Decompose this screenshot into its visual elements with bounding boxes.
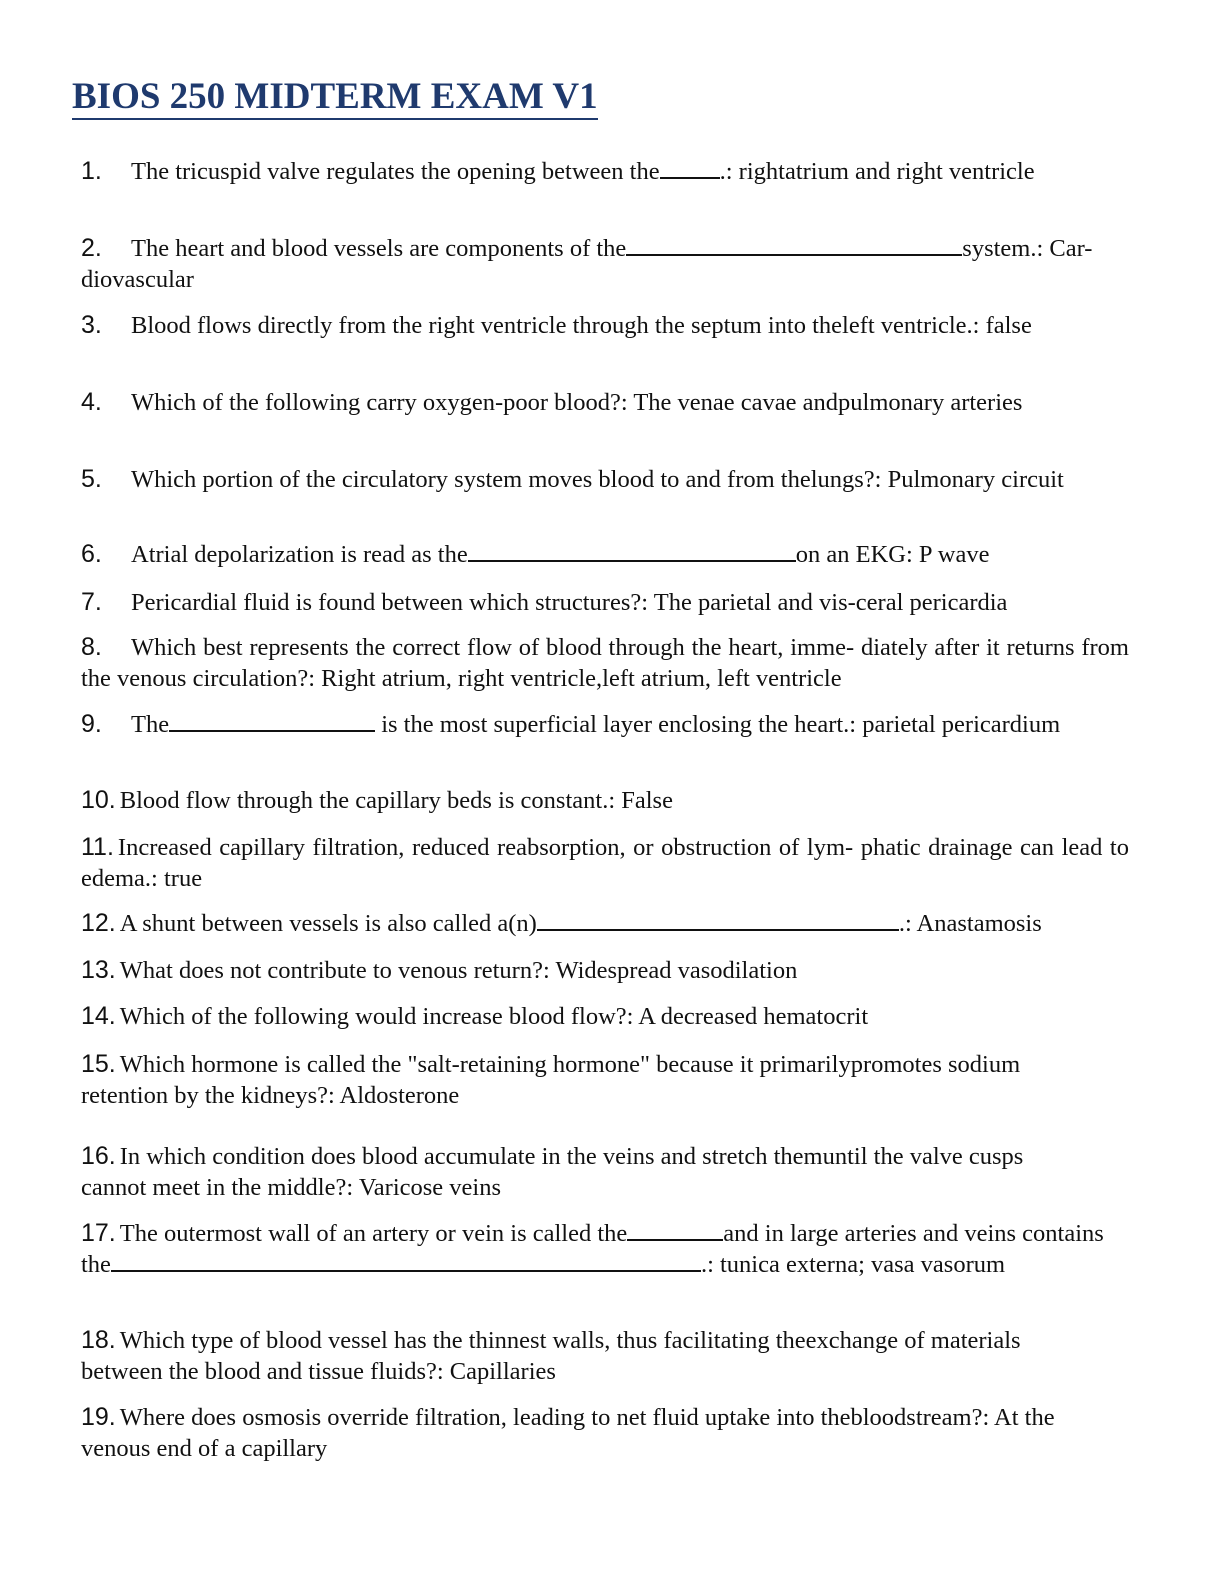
question-number: 9. [81,710,102,738]
question-7 [81,587,1141,618]
question-number: 19. [81,1403,116,1431]
question-text: .: rightatrium and right ventricle [719,158,1035,185]
question-number: 15. [81,1050,116,1078]
question-text: The outermost wall of an artery or vein is called the [119,1220,628,1247]
question-number: 14. [81,1002,116,1030]
question-text: and in large arteries and veins contains the [81,1220,1104,1278]
question-text: What does not contribute to venous return?: Widespread vasodilation [119,957,798,984]
question-16 [81,1141,1091,1203]
question-text: .: Anastamosis [898,910,1042,937]
question-text: Where does osmosis override filtration, leading to net fluid uptake into thebloodstream?: At the venous end of a capillary [81,1404,1055,1462]
question-number: 4. [81,388,102,416]
question-number: 2. [81,234,102,262]
answer-blank [627,1221,723,1241]
question-text: In which condition does blood accumulate in the veins and stretch themuntil the valve cusps cannot meet in the middle?: Varicose veins [81,1143,1024,1201]
question-text: Which hormone is called the "salt-retaining hormone" because it primarilypromotes sodium retention by the kidneys?: Aldosterone [81,1051,1021,1109]
question-12 [81,908,1129,939]
question-2 [81,233,1129,295]
answer-blank [660,159,720,179]
question-8 [81,632,1129,694]
answer-blank [537,911,899,931]
question-3 [81,310,1101,341]
question-text: Which portion of the circulatory system moves blood to and from thelungs?: Pulmonary circuit [131,466,1064,493]
question-text: Pericardial fluid is found between which structures?: The parietal and vis-ceral pericardia [131,589,1008,616]
question-number: 13. [81,956,116,984]
answer-blank [626,236,962,256]
question-text: Blood flows directly from the right ventricle through the septum into theleft ventricle.: false [131,312,1032,339]
question-5 [81,464,1121,495]
question-text: on an EKG: P wave [795,541,990,568]
question-number: 16. [81,1142,116,1170]
question-number: 1. [81,157,102,185]
question-19 [81,1402,1111,1464]
question-number: 6. [81,540,102,568]
question-number: 18. [81,1326,116,1354]
question-text: Which type of blood vessel has the thinnest walls, thus facilitating theexchange of materials between the blood and tissue fluids?: Capillaries [81,1327,1021,1385]
question-number: 11. [81,833,114,861]
question-text: Blood flow through the capillary beds is constant.: False [119,787,673,814]
question-11 [81,832,1129,894]
question-4 [81,387,1061,418]
question-number: 12. [81,909,116,937]
question-17 [81,1218,1129,1280]
question-9 [81,709,1129,740]
question-text: Which of the following carry oxygen-poor blood?: The venae cavae andpulmonary arteries [131,389,1023,416]
question-15 [81,1049,1061,1111]
answer-blank [169,712,375,732]
question-text: The tricuspid valve regulates the opening between the [131,158,660,185]
question-1 [81,156,1061,187]
question-text: A shunt between vessels is also called a(n) [119,910,537,937]
question-14 [81,1001,1129,1032]
page-title: BIOS 250 MIDTERM EXAM V1 [72,76,598,120]
answer-blank [468,542,796,562]
question-text: Atrial depolarization is read as the [131,541,468,568]
question-text: Which best represents the correct flow of blood through the heart, imme- diately after it returns from the venous circulation?: Right atrium, right ventricle,left atrium, left ventricle [81,634,1129,692]
question-text: is the most superficial layer enclosing the heart.: parietal pericardium [381,711,1061,738]
question-text: Which of the following would increase blood flow?: A decreased hematocrit [119,1003,869,1030]
question-text: .: tunica externa; vasa vasorum [700,1251,1006,1278]
question-text: Increased capillary filtration, reduced reabsorption, or obstruction of lym- phatic drainage can lead to edema.: true [81,834,1129,892]
question-number: 10. [81,786,116,814]
question-10 [81,785,1129,816]
question-13 [81,955,1129,986]
question-text: The [131,711,170,738]
question-18 [81,1325,1061,1387]
question-number: 3. [81,311,102,339]
question-number: 5. [81,465,102,493]
answer-blank [111,1252,701,1272]
question-number: 8. [81,633,102,661]
question-text: The heart and blood vessels are components of the [131,235,627,262]
question-6 [81,539,1129,570]
question-number: 7. [81,588,102,616]
question-number: 17. [81,1219,116,1247]
question-text: system.: Car-diovascular [81,235,1093,293]
